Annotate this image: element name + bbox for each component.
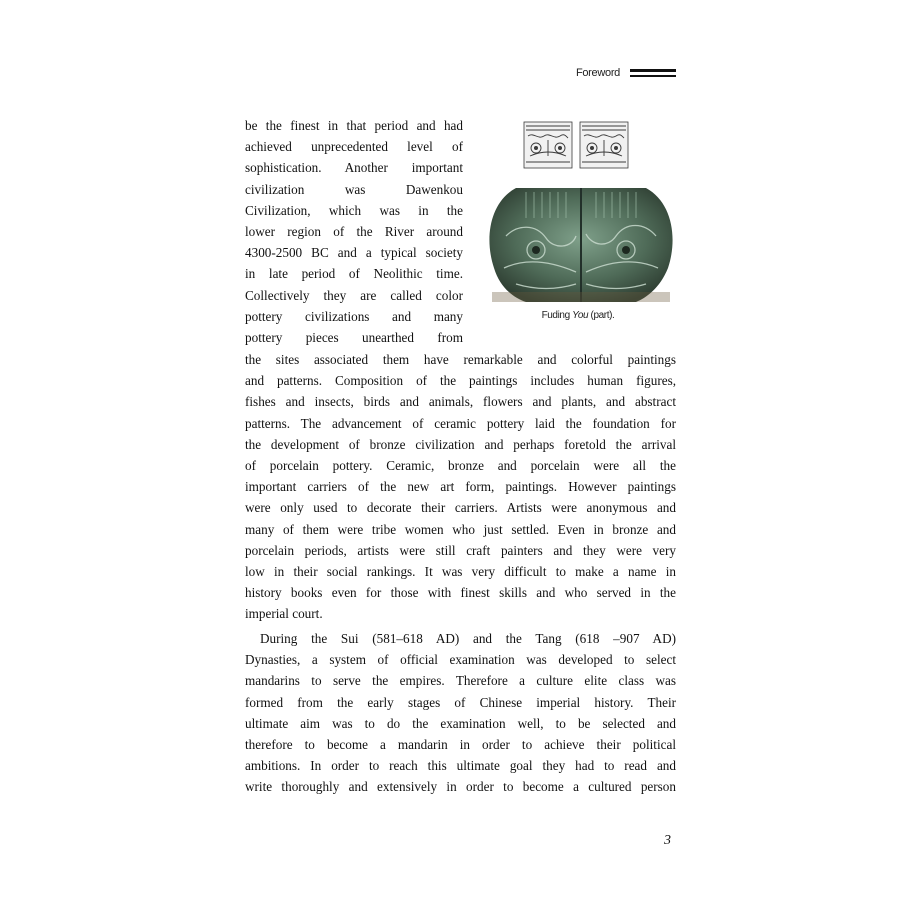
page-number: 3 — [664, 833, 671, 848]
text-line: sophistication. Another important — [245, 160, 463, 176]
text-line: achieved unprecedented level of — [245, 139, 463, 155]
caption-vessel-name: You — [572, 310, 589, 321]
text-line: ultimate aim was to do the examination well, to be selected and — [245, 715, 676, 731]
text-line: be the finest in that period and had — [245, 118, 463, 133]
text-line: patterns. The advancement of ceramic pottery laid the foundation for — [245, 415, 676, 431]
section-title: Foreword — [575, 67, 620, 79]
header-rule-thin — [630, 75, 676, 77]
paragraph-wrapped-text — [245, 115, 463, 348]
text-line: in late period of Neolithic time. — [245, 266, 463, 282]
text-line: During the Sui (581–618 AD) and the Tang (618 –907 AD) — [260, 631, 676, 646]
text-line: the development of bronze civilization and perhaps foretold the arrival — [245, 436, 676, 452]
text-line: mandarins to serve the empires. Therefore a culture elite class was — [245, 673, 676, 689]
text-line: write thoroughly and extensively in order to become a cultured person — [245, 779, 676, 795]
text-line: were only used to decorate their carriers. Artists were anonymous and — [245, 500, 676, 516]
text-line: porcelain periods, artists were still craft painters and they were very — [245, 542, 676, 558]
text-line: lower region of the River around — [245, 223, 463, 239]
text-line: important carriers of the new art form, paintings. However paintings — [245, 479, 676, 495]
figure-caption — [480, 310, 676, 321]
rubbing-detail-image — [520, 116, 632, 174]
text-line: fishes and insects, birds and animals, flowers and plants, and abstract — [245, 394, 676, 410]
text-line: of porcelain pottery. Ceramic, bronze and porcelain were all the — [245, 457, 676, 473]
paragraph-full-width — [245, 349, 676, 624]
text-line: and patterns. Composition of the paintings includes human figures, — [245, 373, 676, 389]
caption-prefix: Fuding — [541, 310, 573, 321]
text-line: the sites associated them have remarkable and colorful paintings — [245, 352, 676, 367]
header-rule-thick — [630, 69, 676, 72]
text-line: formed from the early stages of Chinese imperial history. Their — [245, 694, 676, 710]
text-line: history books even for those with finest skills and who served in the — [245, 585, 676, 601]
text-line: Collectively they are called color — [245, 287, 463, 303]
text-line: civilization was Dawenkou — [245, 181, 463, 197]
bronze-vessel-image — [486, 188, 676, 302]
text-line: imperial court. — [245, 606, 323, 622]
paragraph-examination — [245, 628, 676, 798]
text-line: Dynasties, a system of official examination was developed to select — [245, 652, 676, 668]
text-line: pottery civilizations and many — [245, 308, 463, 324]
caption-suffix: (part). — [588, 310, 615, 321]
text-line: pottery pieces unearthed from — [245, 329, 463, 345]
running-header — [540, 66, 676, 82]
text-line: Civilization, which was in the — [245, 202, 463, 218]
text-line: 4300-2500 BC and a typical society — [245, 245, 463, 261]
text-line: ambitions. In order to reach this ultimate goal they had to read and — [245, 758, 676, 774]
text-line: therefore to become a mandarin in order to achieve their political — [245, 736, 676, 752]
bronze-vessel-figure — [480, 110, 676, 330]
text-line: many of them were tribe women who just settled. Even in bronze and — [245, 521, 676, 537]
text-line: low in their social rankings. It was very difficult to make a name in — [245, 563, 676, 579]
